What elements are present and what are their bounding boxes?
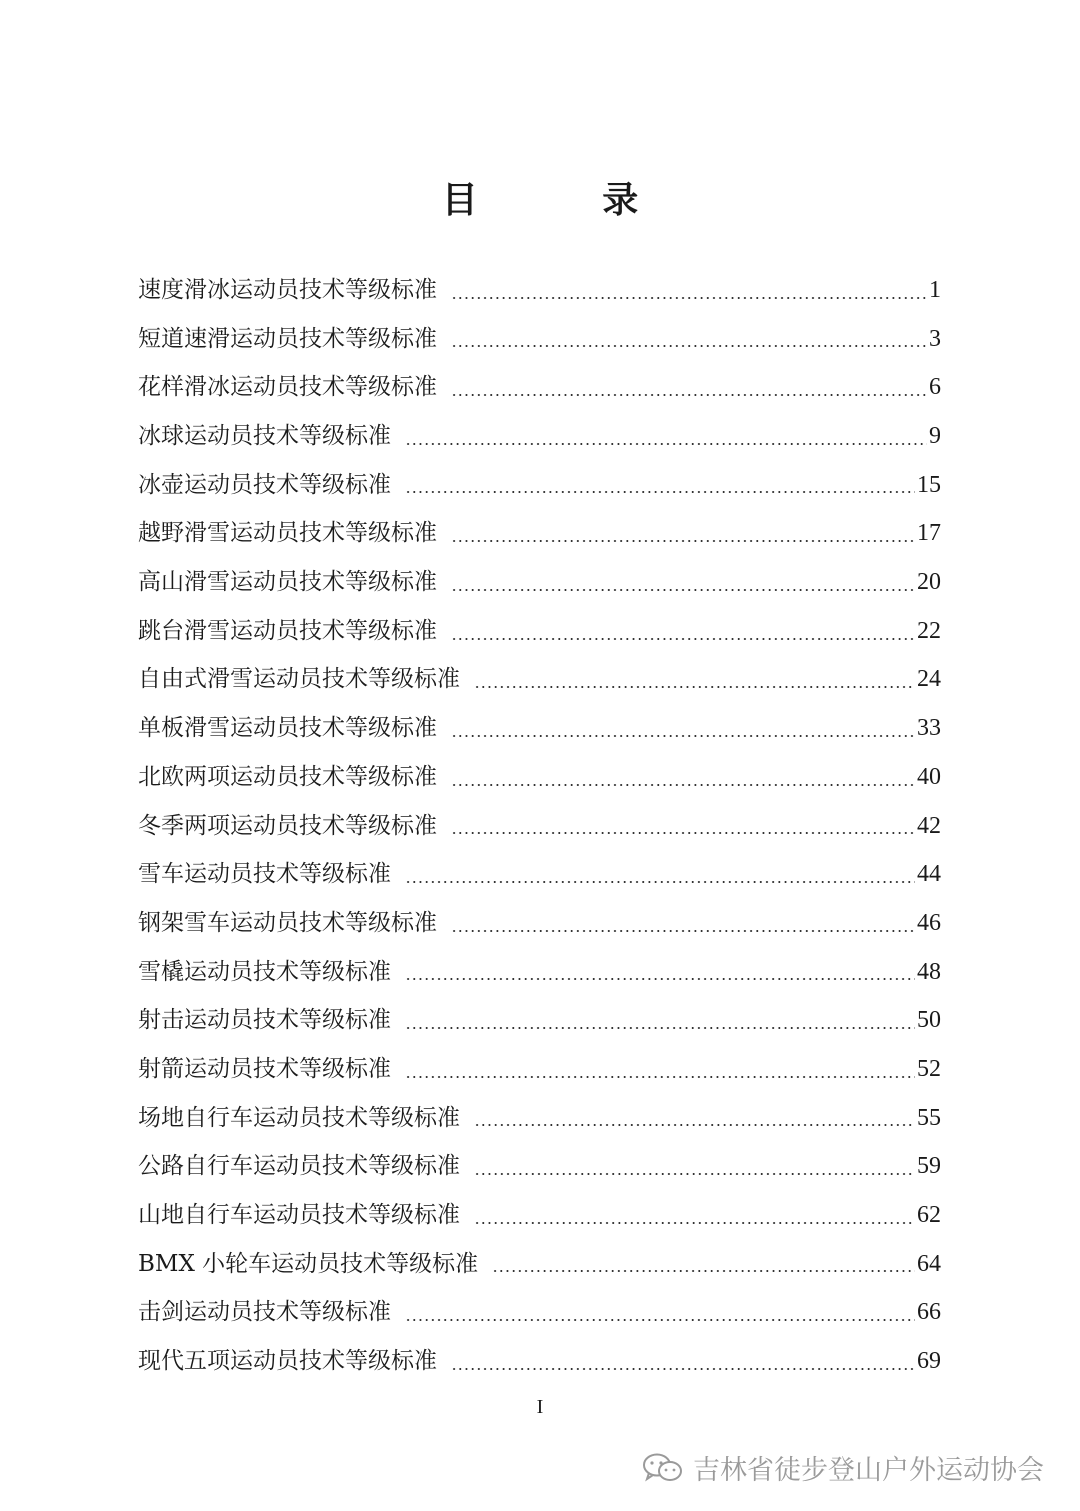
toc-entry-label: 山地自行车运动员技术等级标准 (138, 1202, 460, 1229)
toc-entry-page: 62 (917, 1202, 941, 1229)
table-of-contents (138, 266, 941, 1386)
toc-entry-page: 50 (917, 1007, 941, 1034)
toc-entry-page: 44 (917, 861, 941, 888)
toc-leader-dots (405, 978, 915, 980)
toc-leader-dots (451, 394, 927, 396)
toc-entry-label: 速度滑冰运动员技术等级标准 (138, 276, 437, 303)
toc-entry (138, 899, 941, 948)
toc-entry-label: 公路自行车运动员技术等级标准 (138, 1153, 460, 1180)
toc-leader-dots (451, 735, 915, 737)
toc-entry (138, 607, 941, 656)
toc-leader-dots (405, 1076, 915, 1078)
toc-leader-dots (405, 491, 915, 493)
toc-entry-label: 北欧两项运动员技术等级标准 (138, 763, 437, 790)
toc-entry-page: 20 (917, 569, 941, 596)
toc-entry-label: 冬季两项运动员技术等级标准 (138, 812, 437, 839)
toc-entry-label: 跳台滑雪运动员技术等级标准 (138, 617, 437, 644)
toc-entry (138, 461, 941, 510)
toc-entry (138, 558, 941, 607)
toc-entry (138, 753, 941, 802)
toc-entry (138, 266, 941, 315)
toc-entry-label: 花样滑冰运动员技术等级标准 (138, 374, 437, 401)
watermark (641, 1448, 1044, 1487)
toc-entry-label: 高山滑雪运动员技术等级标准 (138, 569, 437, 596)
toc-entry-label: 短道速滑运动员技术等级标准 (138, 325, 437, 352)
toc-entry-label: 场地自行车运动员技术等级标准 (138, 1104, 460, 1131)
toc-entry-page: 6 (929, 374, 941, 401)
wechat-icon (641, 1452, 685, 1484)
toc-entry-page: 40 (917, 763, 941, 790)
toc-leader-dots (474, 1173, 915, 1175)
toc-entry-page: 24 (917, 666, 941, 693)
toc-entry-label: 钢架雪车运动员技术等级标准 (138, 909, 437, 936)
toc-entry (138, 1191, 941, 1240)
toc-entry-label: 击剑运动员技术等级标准 (138, 1299, 391, 1326)
toc-leader-dots (451, 784, 915, 786)
toc-leader-dots (451, 1368, 915, 1370)
toc-entry-page: 22 (917, 617, 941, 644)
toc-entry (138, 850, 941, 899)
toc-leader-dots (492, 1270, 915, 1272)
toc-entry (138, 656, 941, 705)
toc-entry (138, 1142, 941, 1191)
toc-leader-dots (474, 686, 915, 688)
toc-entry (138, 1288, 941, 1337)
toc-entry-page: 55 (917, 1104, 941, 1131)
toc-entry-label: 射箭运动员技术等级标准 (138, 1055, 391, 1082)
toc-entry-page: 64 (917, 1250, 941, 1277)
toc-entry-page: 52 (917, 1055, 941, 1082)
toc-entry-label: BMX 小轮车运动员技术等级标准 (138, 1250, 479, 1277)
toc-entry-label: 现代五项运动员技术等级标准 (138, 1348, 437, 1375)
toc-entry-page: 42 (917, 812, 941, 839)
toc-entry-page: 9 (929, 423, 941, 450)
toc-entry-label: 冰壶运动员技术等级标准 (138, 471, 391, 498)
toc-leader-dots (451, 930, 915, 932)
toc-entry-page: 69 (917, 1348, 941, 1375)
toc-entry-label: 冰球运动员技术等级标准 (138, 423, 391, 450)
toc-entry-label: 单板滑雪运动员技术等级标准 (138, 715, 437, 742)
toc-entry (138, 1337, 941, 1386)
toc-entry-page: 3 (929, 325, 941, 352)
toc-entry (138, 948, 941, 997)
toc-leader-dots (451, 832, 915, 834)
toc-leader-dots (474, 1222, 915, 1224)
toc-entry (138, 1240, 941, 1289)
toc-entry (138, 704, 941, 753)
toc-entry-label: 雪橇运动员技术等级标准 (138, 958, 391, 985)
toc-leader-dots (474, 1124, 915, 1126)
toc-entry-label: 自由式滑雪运动员技术等级标准 (138, 666, 460, 693)
toc-entry (138, 1045, 941, 1094)
toc-entry (138, 363, 941, 412)
toc-entry-page: 48 (917, 958, 941, 985)
toc-leader-dots (405, 443, 927, 445)
toc-entry-page: 1 (929, 276, 941, 303)
toc-entry (138, 509, 941, 558)
toc-leader-dots (451, 540, 915, 542)
toc-leader-dots (405, 1027, 915, 1029)
watermark-text: 吉林省徒步登山户外运动协会 (693, 1455, 1044, 1486)
toc-leader-dots (451, 589, 915, 591)
toc-entry (138, 1094, 941, 1143)
toc-leader-dots (451, 345, 927, 347)
toc-leader-dots (451, 297, 927, 299)
toc-entry-page: 33 (917, 715, 941, 742)
page-number: I (536, 1396, 544, 1418)
toc-entry-page: 15 (917, 471, 941, 498)
toc-entry (138, 802, 941, 851)
toc-entry-label: 射击运动员技术等级标准 (138, 1007, 391, 1034)
toc-entry (138, 412, 941, 461)
toc-entry-page: 46 (917, 909, 941, 936)
toc-leader-dots (451, 638, 915, 640)
toc-entry-page: 66 (917, 1299, 941, 1326)
toc-leader-dots (405, 1319, 915, 1321)
toc-entry-page: 17 (917, 520, 941, 547)
toc-entry-label: 越野滑雪运动员技术等级标准 (138, 520, 437, 547)
toc-entry-page: 59 (917, 1153, 941, 1180)
toc-entry-label: 雪车运动员技术等级标准 (138, 861, 391, 888)
toc-entry (138, 315, 941, 364)
toc-leader-dots (405, 881, 915, 883)
toc-entry (138, 996, 941, 1045)
page-title: 目 录 (441, 179, 695, 221)
